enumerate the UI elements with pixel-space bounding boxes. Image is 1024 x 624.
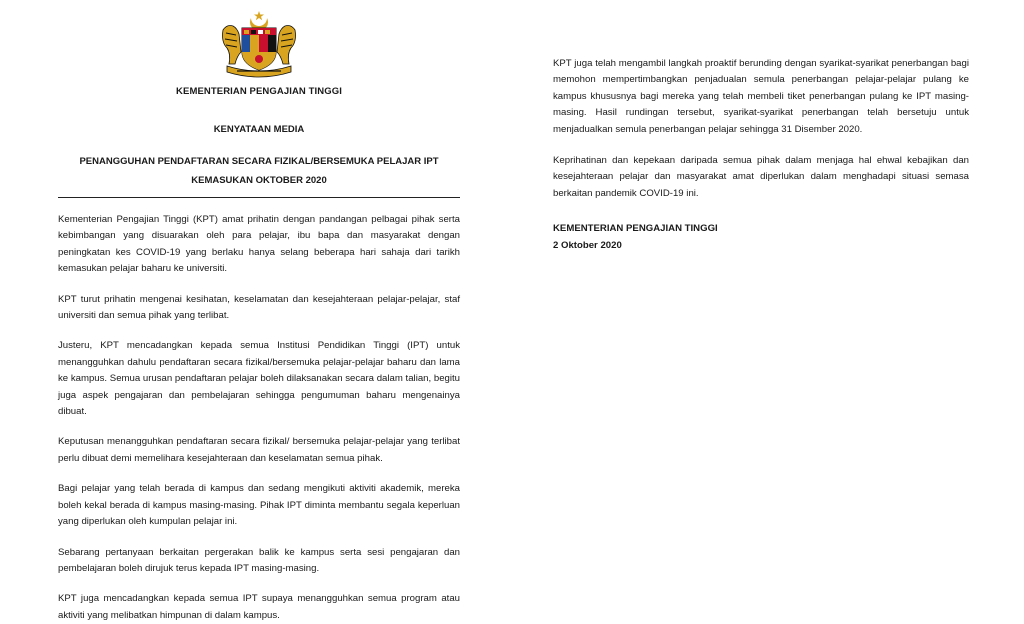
signature-block [553,221,969,254]
paragraph: Justeru, KPT mencadangkan kepada semua Institusi Pendidikan Tinggi (IPT) untuk menangguhkan dahulu pendaftaran secara fizikal/bersemuka pelajar-pelajar baharu dan lama ke kampus. Semua urusan pendaftaran pelajar boleh dilaksanakan secara dalam talian, begitu juga aspek pengajaran dan pembelajaran sehingga pengumuman baharu mengenainya dibuat. [58,340,460,418]
paragraph: KPT juga mencadangkan kepada semua IPT supaya menangguhkan semua program atau aktiviti yang melibatkan himpunan di dalam kampus. [58,593,460,621]
paragraph: Keputusan menangguhkan pendaftaran secara fizikal/ bersemuka pelajar-pelajar yang terlibat perlu dibuat demi memelihara kesejahteraan dan keselamatan semua pihak. [58,436,460,464]
paragraph: Kementerian Pengajian Tinggi (KPT) amat prihatin dengan pandangan pelbagai pihak serta kebimbangan yang disuarakan oleh para pelajar, ibu bapa dan masyarakat dengan peningkatan kes COVID-19 yang berlaku hanya selang beberapa hari sahaja dari tarikh kemasukan pelajar baharu ke universiti. [58,214,460,275]
paragraph: KPT turut prihatin mengenai kesihatan, keselamatan dan kesejahteraan pelajar-pelajar, staf universiti dan semua pihak yang terlibat. [58,293,460,322]
ministry-heading: KEMENTERIAN PENGAJIAN TINGGI [176,86,342,97]
document-type-heading: KENYATAAN MEDIA [213,124,305,135]
paragraph: Sebarang pertanyaan berkaitan pergerakan balik ke kampus serta sesi pengajaran dan pembelajaran boleh dirujuk terus kepada IPT masing-masing. [58,546,460,574]
document-title [58,152,460,190]
malaysia-coat-of-arms-icon [217,8,301,80]
title-line-1: PENANGGUHAN PENDAFTARAN SECARA FIZIKAL/BERSEMUKA PELAJAR IPT [79,156,439,167]
title-divider [58,197,460,198]
left-column [58,8,460,624]
paragraph: Keprihatinan dan kepekaan daripada semua pihak dalam menjaga hal ehwal kebajikan dan kesejahteraan pelajar dan masyarakat amat diperlukan dalam menghadapi situasi semasa berkaitan pandemik COVID-19 ini. [553,155,969,199]
title-line-2: KEMASUKAN OKTOBER 2020 [191,175,327,186]
signature-date: 2 Oktober 2020 [553,239,622,251]
paragraph: KPT juga telah mengambil langkah proaktif berunding dengan syarikat-syarikat penerbangan bagi memohon mempertimbangkan penjadualan semula penerbangan pelajar-pelajar pulang ke kampus khususnya bagi mereka yang telah membeli tiket penerbangan pulang ke IPT masing-masing. Hasil rundingan tersebut, syarikat-syarikat penerbangan telah bersetuju untuk menjadualkan semula penerbangan pelajar sehingga 31 Disember 2020. [553,58,969,135]
signature-org: KEMENTERIAN PENGAJIAN TINGGI [553,223,718,235]
paragraph: Bagi pelajar yang telah berada di kampus dan sedang mengikuti aktiviti akademik, mereka boleh kekal berada di kampus masing-masing. Pihak IPT diminta membantu segala keperluan yang diperlukan oleh kumpulan pelajar ini. [58,483,460,528]
right-column [553,56,969,254]
